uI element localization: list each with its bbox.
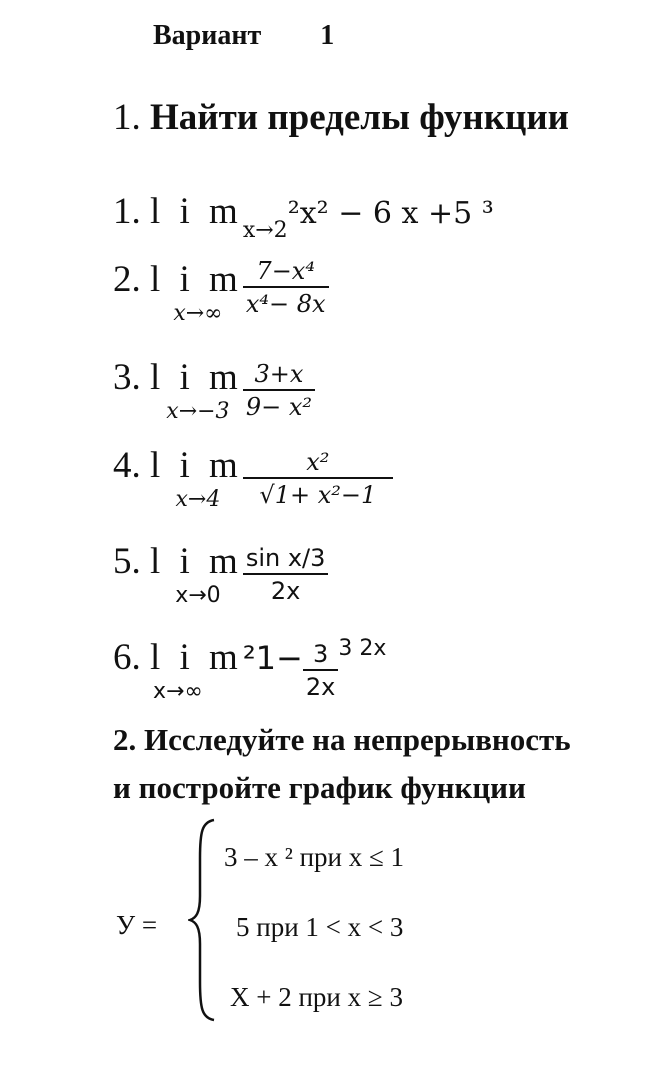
- task1-number: 1.: [113, 97, 141, 138]
- lim-word: l i m: [150, 637, 243, 678]
- limit-2: [113, 258, 329, 326]
- variant-number: 1: [320, 20, 335, 51]
- lim-subscript: x→∞: [153, 679, 203, 704]
- lim-fraction: [243, 544, 329, 605]
- numerator: 3: [312, 639, 329, 668]
- lim-expression: ²x² − 6 x +5 ³: [287, 196, 494, 231]
- item-number: 3.: [113, 357, 141, 398]
- lim-subscript: x→0: [175, 583, 221, 608]
- item-number: 2.: [113, 259, 141, 300]
- lim-word: l i m: [150, 541, 243, 582]
- item-number: 4.: [113, 445, 141, 486]
- denominator: 9− x²: [243, 389, 315, 421]
- variant-heading: [153, 20, 334, 52]
- lim-fraction: [243, 360, 315, 421]
- lim-word: l i m: [150, 445, 243, 486]
- lim-exponent: 3 2x: [338, 636, 387, 661]
- lim-fraction: [303, 640, 338, 701]
- case-2: 5 при 1 < x < 3: [236, 912, 404, 942]
- limit-6: [113, 636, 386, 704]
- lim-fraction: [243, 257, 329, 318]
- limit-5: [113, 540, 328, 608]
- item-number: 6.: [113, 637, 141, 678]
- lim-word: l i m: [150, 191, 243, 232]
- item-number: 5.: [113, 541, 141, 582]
- denominator: 2x: [303, 669, 338, 701]
- lim-subscript: x→−3: [166, 399, 230, 424]
- denominator: 2x: [243, 573, 329, 605]
- numerator: sin x/3: [245, 543, 326, 572]
- task2-line-1: 2. Исследуйте на непрерывность: [113, 722, 571, 757]
- numerator: x²: [306, 447, 330, 476]
- variant-label: Вариант: [153, 20, 262, 51]
- numerator: 3+x: [254, 359, 304, 388]
- function-lhs: У =: [116, 910, 158, 940]
- curly-brace-icon: [188, 818, 218, 1022]
- task2-line-2: и постройте график функции: [113, 770, 526, 805]
- lim-fraction: [243, 448, 393, 509]
- task1-title: Найти пределы функции: [150, 97, 569, 138]
- lim-subscript: x→2: [242, 218, 288, 243]
- denominator: √1+ x²−1: [243, 477, 393, 509]
- item-number: 1.: [113, 191, 141, 232]
- case-3: X + 2 при x ≥ 3: [230, 982, 403, 1012]
- lim-word: l i m: [150, 357, 243, 398]
- case-1: 3 – x ² при x ≤ 1: [224, 842, 405, 872]
- numerator: 7−x⁴: [256, 256, 315, 285]
- limit-3: [113, 356, 315, 424]
- task1-heading: [113, 96, 569, 139]
- limit-4: [113, 444, 393, 512]
- denominator: x⁴− 8x: [243, 286, 329, 318]
- lim-subscript: x→∞: [173, 301, 223, 326]
- lim-subscript: x→4: [175, 487, 221, 512]
- lim-word: l i m: [150, 259, 243, 300]
- lim-prefix: ²1−: [242, 639, 303, 677]
- limit-1: [113, 190, 494, 243]
